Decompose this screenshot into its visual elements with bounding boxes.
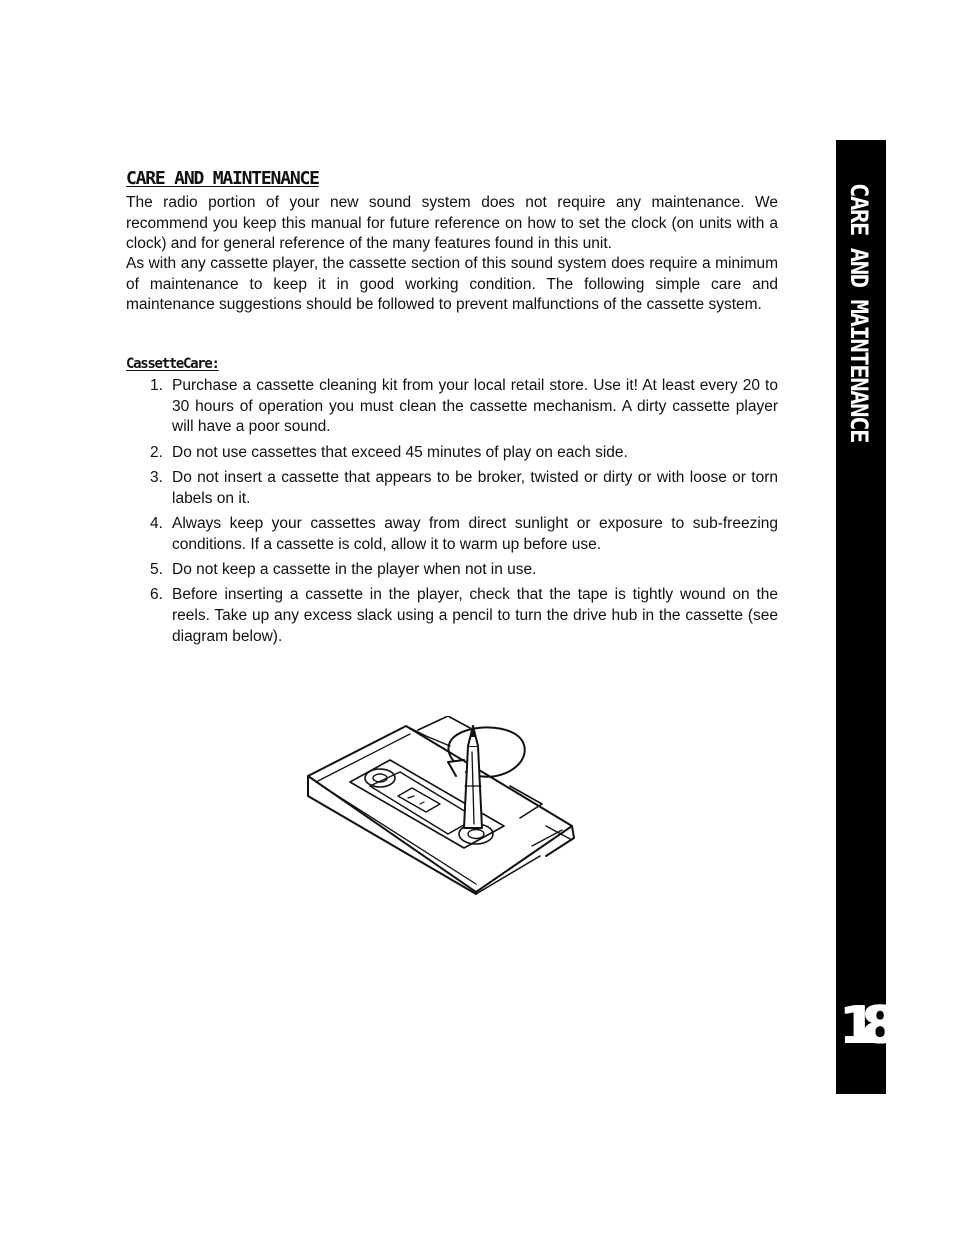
page-number: 18 [839,996,885,1056]
section-heading: CARE AND MAINTENANCE [126,168,319,189]
intro-paragraph: The radio portion of your new sound system does not require any maintenance. We recommend you keep this manual for future reference on how to set the clock (on units with a clock) and for general reference of the many features found in this unit. [126,194,778,253]
list-text: Do not keep a cassette in the player when not in use. [172,561,537,578]
cassette-icon [308,716,574,894]
cassette-care-subheading: CassetteCare: [126,356,219,372]
pencil-icon [464,726,482,828]
list-number: 3. [150,469,163,486]
list-number: 6. [150,586,163,604]
list-item [150,514,778,555]
list-item [150,560,778,581]
cassette-pencil-diagram [300,716,582,900]
list-item [150,376,778,438]
list-number: 4. [150,515,163,532]
list-number: 2. [150,443,163,461]
care-list [150,376,778,652]
list-text: Purchase a cassette cleaning kit from your local retail store. Use it! At least every 20 to 30 hours of operation you must clean the cassette mechanism. A dirty cassette player will have a poor sound. [172,377,778,436]
list-item [150,468,778,509]
list-number: 1. [150,377,163,394]
list-text: Do not use cassettes that exceed 45 minutes of play on each side. [172,443,628,461]
list-text: Do not insert a cassette that appears to be broker, twisted or dirty or with loose or torn labels on it. [172,469,778,507]
list-item [150,443,778,464]
side-tab-title: CARE AND MAINTENANCE [845,183,873,442]
list-item [150,585,778,647]
list-text: Before inserting a cassette in the player, check that the tape is tightly wound on the reels. Take up any excess slack using a pencil to turn the drive hub in the cassette (see diagram below). [172,586,778,645]
list-number: 5. [150,561,163,578]
cassette-paragraph: As with any cassette player, the cassette section of this sound system does require a minimum of maintenance to keep it in good working condition. The following simple care and maintenance suggestions should be followed to prevent malfunctions of the cassette system. [126,255,778,314]
list-text: Always keep your cassettes away from direct sunlight or exposure to sub-freezing conditions. If a cassette is cold, allow it to warm up before use. [172,515,778,553]
